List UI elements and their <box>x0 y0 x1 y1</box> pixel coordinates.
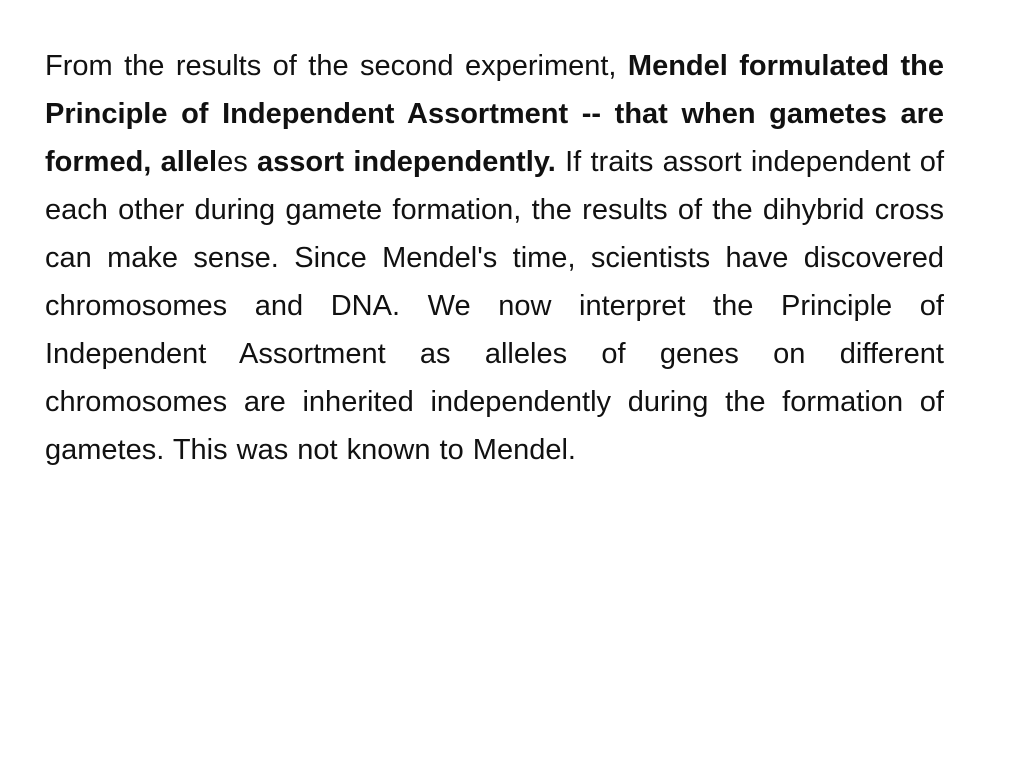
alleles-suffix-text: es <box>217 146 248 178</box>
principle-statement-bold: Mendel formulated the Principle of Independent Assortment -- that when gametes are formed, allel <box>45 50 945 178</box>
paragraph-explanation-text: If traits assort independent of each other during gamete formation, the results of the dihybrid cross can make sense. Since Mendel's time, scientists have discovered chromosomes and DNA. We now interpret the Principle of Independent Assortment as alleles of genes on different chromosomes are inherited independently during the formation of gametes. This was not known to Mendel. <box>45 146 944 466</box>
body-paragraph <box>45 42 944 474</box>
assort-independently-bold: assort independently. <box>247 146 556 178</box>
paragraph-intro-text: From the results of the second experiment, <box>45 50 628 82</box>
